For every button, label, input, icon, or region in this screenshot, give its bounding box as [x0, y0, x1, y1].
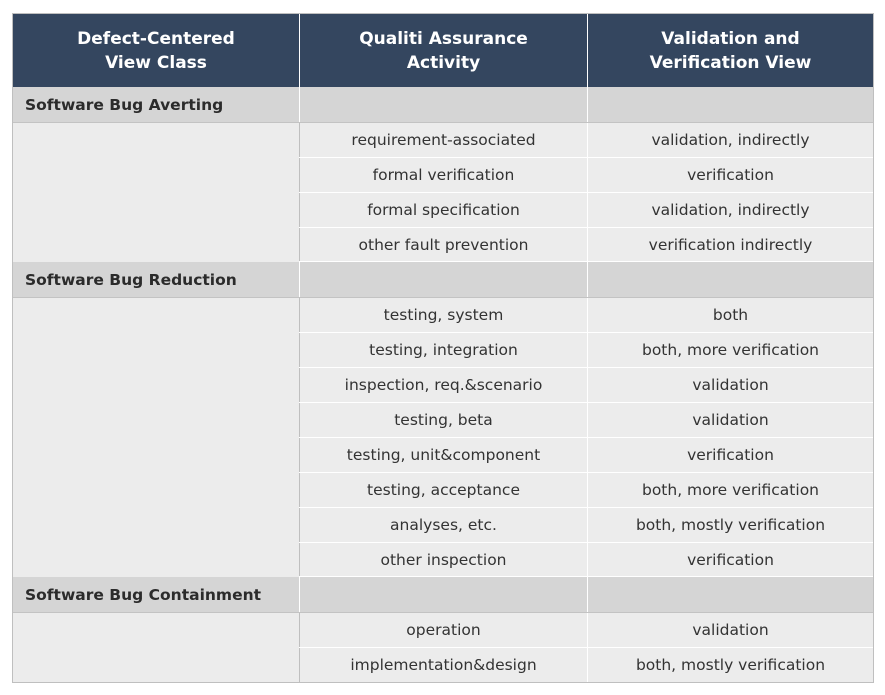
table-row [299, 473, 873, 508]
group-title: Software Bug Averting [25, 95, 224, 114]
header-qa-activity: Qualiti Assurance Activity [299, 14, 587, 87]
activity-cell: testing, acceptance [299, 473, 587, 507]
group-title: Software Bug Reduction [25, 270, 237, 289]
activity-cell: testing, beta [299, 403, 587, 437]
view-cell: validation, indirectly [587, 193, 873, 227]
table-header [13, 14, 873, 87]
activity-cell: testing, integration [299, 333, 587, 367]
activity-cell: formal verification [299, 158, 587, 192]
table-row [299, 368, 873, 403]
view-cell: both [587, 298, 873, 332]
activity-cell: implementation&design [299, 648, 587, 682]
table-row [299, 298, 873, 333]
view-cell: validation [587, 613, 873, 647]
qa-table [12, 13, 874, 683]
activity-cell: operation [299, 613, 587, 647]
activity-cell: other inspection [299, 543, 587, 576]
view-cell: both, more verification [587, 473, 873, 507]
table-row [299, 228, 873, 262]
view-cell: verification indirectly [587, 228, 873, 261]
header-vv-view: Validation and Verification View [587, 14, 873, 87]
activity-cell: testing, unit&component [299, 438, 587, 472]
group-title: Software Bug Containment [25, 585, 262, 604]
group-row-containment [13, 577, 873, 613]
header-defect-view-class: Defect-Centered View Class [77, 28, 235, 73]
table-row [299, 158, 873, 193]
view-cell: validation [587, 403, 873, 437]
activity-cell: testing, system [299, 298, 587, 332]
table-row [299, 613, 873, 648]
activity-cell: inspection, req.&scenario [299, 368, 587, 402]
activity-cell: requirement-associated [299, 123, 587, 157]
view-cell: verification [587, 543, 873, 576]
group-row-reduction [13, 262, 873, 298]
table-row [299, 123, 873, 158]
activity-cell: analyses, etc. [299, 508, 587, 542]
view-cell: validation [587, 368, 873, 402]
table-row [299, 438, 873, 473]
view-cell: both, mostly verification [587, 648, 873, 682]
table-row [299, 333, 873, 368]
table-row [299, 648, 873, 682]
view-cell: verification [587, 158, 873, 192]
group-row-averting [13, 87, 873, 123]
table-row [299, 193, 873, 228]
activity-cell: formal specification [299, 193, 587, 227]
activity-cell: other fault prevention [299, 228, 587, 261]
view-cell: both, mostly verification [587, 508, 873, 542]
view-cell: validation, indirectly [587, 123, 873, 157]
view-cell: both, more verification [587, 333, 873, 367]
table-row [299, 543, 873, 577]
table-row [299, 508, 873, 543]
table-row [299, 403, 873, 438]
view-cell: verification [587, 438, 873, 472]
